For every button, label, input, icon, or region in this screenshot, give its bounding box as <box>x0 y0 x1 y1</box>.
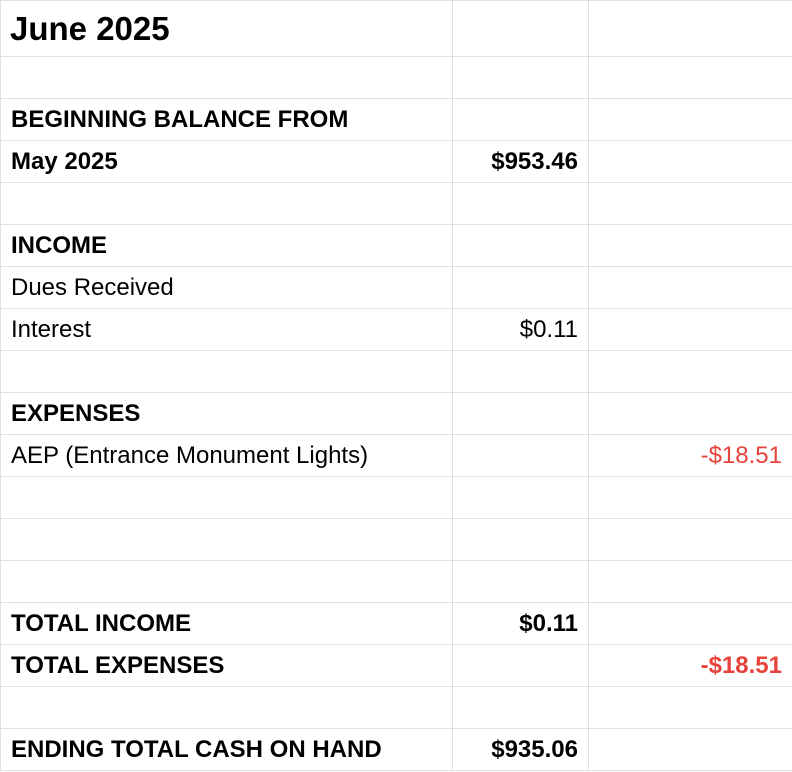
sheet-row <box>1 1 792 57</box>
section-heading-income[interactable]: INCOME <box>1 225 453 267</box>
amount-cell[interactable] <box>453 477 589 519</box>
label-cell[interactable] <box>1 687 453 729</box>
expense-cell[interactable] <box>589 561 792 603</box>
amount-cell[interactable] <box>453 645 589 687</box>
amount-cell[interactable] <box>453 351 589 393</box>
amount-cell[interactable] <box>453 519 589 561</box>
sheet-row <box>1 435 792 477</box>
amount-cell[interactable] <box>453 267 589 309</box>
label-cell[interactable]: ENDING TOTAL CASH ON HAND <box>1 729 453 771</box>
label-cell[interactable] <box>1 477 453 519</box>
expense-cell[interactable] <box>589 183 792 225</box>
sheet-row <box>1 519 792 561</box>
label-cell[interactable] <box>1 183 453 225</box>
sheet-row <box>1 729 792 771</box>
ending-cash-cell[interactable]: $935.06 <box>453 729 589 771</box>
label-cell[interactable] <box>1 519 453 561</box>
interest-amount-cell[interactable]: $0.11 <box>453 309 589 351</box>
expense-cell[interactable] <box>589 309 792 351</box>
sheet-row <box>1 687 792 729</box>
label-cell[interactable]: TOTAL EXPENSES <box>1 645 453 687</box>
sheet-row <box>1 351 792 393</box>
sheet-row <box>1 645 792 687</box>
amount-cell[interactable] <box>453 57 589 99</box>
aep-expense-cell[interactable]: -$18.51 <box>589 435 792 477</box>
sheet-row <box>1 141 792 183</box>
beginning-balance-cell[interactable]: $953.46 <box>453 141 589 183</box>
expense-cell[interactable] <box>589 603 792 645</box>
amount-cell[interactable] <box>453 225 589 267</box>
expense-cell[interactable] <box>589 99 792 141</box>
expense-cell[interactable] <box>589 57 792 99</box>
amount-cell[interactable] <box>453 393 589 435</box>
total-expenses-cell[interactable]: -$18.51 <box>589 645 792 687</box>
sheet-row <box>1 603 792 645</box>
amount-cell[interactable] <box>453 435 589 477</box>
amount-cell[interactable] <box>453 183 589 225</box>
expense-cell[interactable] <box>589 729 792 771</box>
sheet-row <box>1 267 792 309</box>
label-cell[interactable] <box>1 561 453 603</box>
section-heading-expenses[interactable]: EXPENSES <box>1 393 453 435</box>
expense-cell[interactable] <box>589 687 792 729</box>
label-cell[interactable] <box>1 57 453 99</box>
sheet-row <box>1 561 792 603</box>
empty-cell[interactable] <box>453 1 589 57</box>
amount-cell[interactable] <box>453 99 589 141</box>
expense-cell[interactable] <box>589 225 792 267</box>
label-cell[interactable]: BEGINNING BALANCE FROM <box>1 99 453 141</box>
label-cell[interactable]: AEP (Entrance Monument Lights) <box>1 435 453 477</box>
sheet-row <box>1 309 792 351</box>
expense-cell[interactable] <box>589 519 792 561</box>
total-income-cell[interactable]: $0.11 <box>453 603 589 645</box>
expense-cell[interactable] <box>589 267 792 309</box>
label-cell[interactable]: May 2025 <box>1 141 453 183</box>
sheet-row <box>1 393 792 435</box>
sheet-row <box>1 57 792 99</box>
sheet-row <box>1 225 792 267</box>
sheet-title-cell[interactable]: June 2025 <box>1 1 453 57</box>
expense-cell[interactable] <box>589 141 792 183</box>
amount-cell[interactable] <box>453 687 589 729</box>
expense-cell[interactable] <box>589 351 792 393</box>
empty-cell[interactable] <box>589 1 792 57</box>
label-cell[interactable]: TOTAL INCOME <box>1 603 453 645</box>
sheet-row <box>1 99 792 141</box>
label-cell[interactable] <box>1 351 453 393</box>
label-cell[interactable]: Interest <box>1 309 453 351</box>
sheet-row <box>1 183 792 225</box>
expense-cell[interactable] <box>589 477 792 519</box>
amount-cell[interactable] <box>453 561 589 603</box>
sheet-row <box>1 477 792 519</box>
expense-cell[interactable] <box>589 393 792 435</box>
label-cell[interactable]: Dues Received <box>1 267 453 309</box>
